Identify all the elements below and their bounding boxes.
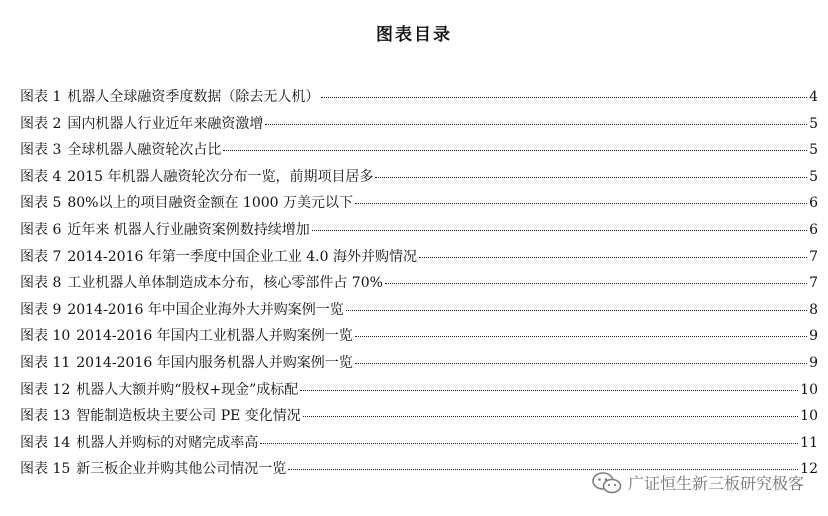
entry-title: 2014-2016 年中国企业海外大并购案例一览 [67,301,344,318]
watermark [592,471,804,494]
entry-label: 图表 12 [20,381,71,398]
toc-entry[interactable] [20,113,818,140]
toc-entry[interactable] [20,272,818,299]
dot-leader [288,468,798,470]
entry-title: 80%以上的项目融资金额在 1000 万美元以下 [67,195,354,212]
entry-title: 智能制造板块主要公司 PE 变化情况 [76,408,301,425]
dot-leader [303,415,798,417]
entry-page-number: 6 [809,221,818,238]
dot-leader [355,335,807,337]
toc-entry[interactable] [20,405,818,432]
watermark-text: 广证恒生新三板研究极客 [627,474,804,493]
dot-leader [385,282,807,284]
entry-label: 图表 14 [20,434,71,451]
toc-entry[interactable] [20,299,818,326]
entry-page-number: 5 [809,142,818,159]
toc-entry[interactable] [20,219,818,246]
entry-page-number: 5 [809,115,818,132]
entry-title: 全球机器人融资轮次占比 [67,142,222,159]
entry-title: 2015 年机器人融资轮次分布一览，前期项目居多 [67,168,374,185]
toc-entry[interactable] [20,139,818,166]
entry-label: 图表 9 [20,301,62,318]
entry-label: 图表 2 [20,115,62,132]
toc-entry[interactable] [20,86,818,113]
entry-label: 图表 13 [20,408,71,425]
entry-title: 新三板企业并购其他公司情况一览 [76,461,287,478]
entry-page-number: 12 [800,461,818,478]
dot-leader [300,389,798,391]
entry-title: 机器人全球融资季度数据（除去无人机） [67,89,320,105]
entry-label: 图表 15 [20,461,71,478]
entry-title: 国内机器人行业近年来融资激增 [67,115,264,132]
entry-label: 图表 6 [20,221,62,238]
entry-title: 机器人大额并购“股权+现金”成标配 [76,381,299,398]
entry-label: 图表 7 [20,248,62,265]
dot-leader [223,149,807,151]
toc-entry[interactable] [20,166,818,193]
toc-entry[interactable] [20,352,818,379]
dot-leader [375,176,807,178]
entry-label: 图表 8 [20,275,62,292]
toc-entry[interactable] [20,379,818,406]
dot-leader [260,442,798,444]
toc-entry[interactable] [20,246,818,273]
entry-page-number: 8 [809,301,818,318]
entry-page-number: 11 [800,434,818,451]
entry-title: 2014-2016 年国内服务机器人并购案例一览 [76,354,353,371]
toc-entry[interactable] [20,432,818,459]
toc-entry[interactable] [20,192,818,219]
entry-title: 2014-2016 年国内工业机器人并购案例一览 [76,328,353,345]
entry-page-number: 7 [809,275,818,292]
entry-page-number: 10 [800,408,818,425]
entry-title: 近年来 机器人行业融资案例数持续增加 [67,221,310,238]
entry-page-number: 4 [809,89,818,105]
entry-label: 图表 3 [20,142,62,159]
entry-label: 图表 11 [20,354,71,371]
wechat-icon [592,472,622,494]
dot-leader [321,96,807,98]
dot-leader [312,229,807,231]
entry-page-number: 5 [809,168,818,185]
entry-label: 图表 4 [20,168,62,185]
entry-label: 图表 5 [20,195,62,212]
toc-entry[interactable] [20,325,818,352]
entry-page-number: 7 [809,248,818,265]
entry-page-number: 9 [809,354,818,371]
entry-page-number: 9 [809,328,818,345]
entry-title: 工业机器人单体制造成本分布，核心零部件占 70% [67,275,383,292]
page-title: 图表目录 [376,25,452,45]
entry-label: 图表 1 [20,89,62,105]
entry-title: 2014-2016 年第一季度中国企业工业 4.0 海外并购情况 [67,248,417,265]
dot-leader [346,309,807,311]
entry-page-number: 6 [809,195,818,212]
entry-title: 机器人并购标的对赌完成率高 [76,434,259,451]
dot-leader [419,256,807,258]
entry-page-number: 10 [800,381,818,398]
entry-label: 图表 10 [20,328,71,345]
table-of-figures [20,86,818,485]
dot-leader [355,362,807,364]
dot-leader [265,123,807,125]
dot-leader [355,202,807,204]
